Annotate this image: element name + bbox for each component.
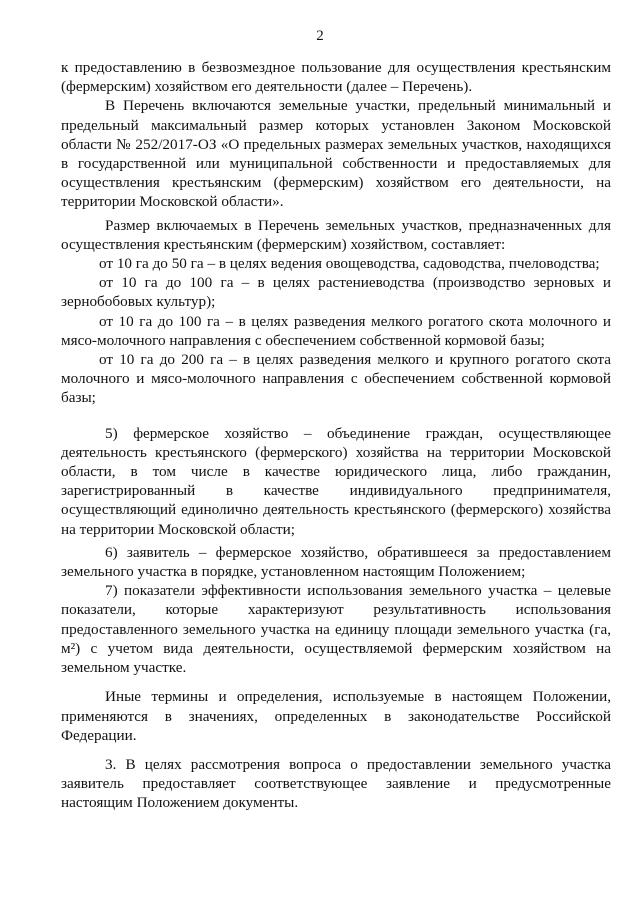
paragraph-section-3: 3. В целях рассмотрения вопроса о предоставлении земельного участка заявитель предоставляет соответствующее заявление и предусмотренные настоящим Положением документы. xyxy=(61,755,611,812)
list-item-crop: от 10 га до 100 га – в целях растениеводства (производство зерновых и зернобобовых культур); xyxy=(61,274,611,311)
definition-efficiency: 7) показатели эффективности использования земельного участка – целевые показатели, которые характеризуют результативность использования предоставленного земельного участка на единицу площади земельного участка (га, м²) с учетом вида деятельности, осуществляемой фермерским хозяйством на земельном участке. xyxy=(61,582,611,677)
list-item-vegetable: от 10 га до 50 га – в целях ведения овощеводства, садоводства, пчеловодства; xyxy=(99,255,600,273)
paragraph-other-terms: Иные термины и определения, используемые в настоящем Положении, применяются в значениях, определенных в законодательстве Российской Федерации. xyxy=(61,688,611,744)
list-item-small-cattle: от 10 га до 100 га – в целях разведения мелкого рогатого скота молочного и мясо-молочного направления с обеспечением собственной кормовой базы; xyxy=(61,312,611,349)
page-number: 2 xyxy=(316,28,324,44)
definition-farm: 5) фермерское хозяйство – объединение граждан, осуществляющее деятельность крестьянского (фермерского) хозяйства на территории Московской области, в том числе в качестве юридического лица, либо гражданин, зарегистрированный в качестве индивидуального предпринимателя, осуществляющий единолично деятельность крестьянского (фермерского) хозяйства на территории Московской области; xyxy=(61,424,611,538)
definition-applicant: 6) заявитель – фермерское хозяйство, обратившееся за предоставлением земельного участка в порядке, установленном настоящим Положением; xyxy=(61,543,611,581)
paragraph-continuation: к предоставлению в безвозмездное пользование для осуществления крестьянским (фермерским) хозяйством его деятельности (далее – Перечень). xyxy=(61,59,611,96)
document-body xyxy=(61,58,611,813)
list-item-large-cattle: от 10 га до 200 га – в целях разведения мелкого и крупного рогатого скота молочного и мясо-молочного направления с обеспечением собственной кормовой базы; xyxy=(61,351,611,407)
paragraph-list-inclusion: В Перечень включаются земельные участки, предельный минимальный и предельный максимальный размер которых установлен Законом Московской области № 252/2017-ОЗ «О предельных размерах земельных участков, находящихся в государственной или муниципальной собственности и предоставляемых для осуществления крестьянским (фермерским) хозяйством его деятельности, на территории Московской области». xyxy=(61,97,611,211)
paragraph-size-intro: Размер включаемых в Перечень земельных участков, предназначенных для осуществления крестьянским (фермерским) хозяйством, составляет: xyxy=(61,216,611,253)
